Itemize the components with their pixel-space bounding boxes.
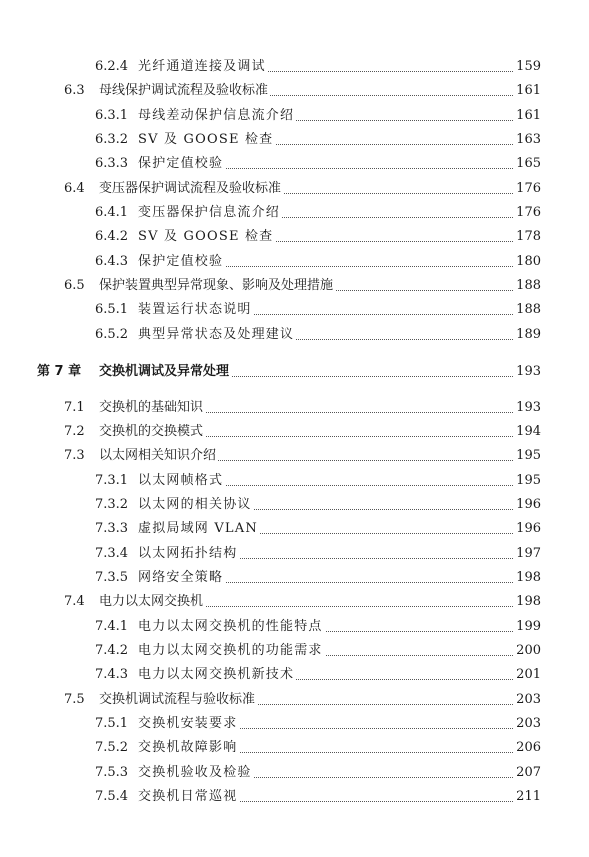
section-number: 7.5.3 (95, 765, 129, 780)
page-number: 180 (513, 251, 541, 273)
toc-entry (0, 80, 589, 102)
toc-entry (0, 421, 589, 443)
section-number: 6.4.2 (95, 229, 129, 244)
page-number: 206 (513, 737, 541, 759)
page-number: 200 (513, 640, 541, 662)
section-number: 6.5.1 (95, 302, 129, 317)
section-title: 光纤通道连接及调试 (138, 56, 268, 78)
toc-entry (0, 591, 589, 613)
toc-entry (0, 202, 589, 224)
page-number: 163 (513, 129, 541, 151)
page-number: 199 (513, 616, 541, 638)
toc-entry (0, 494, 589, 516)
section-number: 7.4 (64, 594, 85, 609)
toc-entry (0, 762, 589, 784)
section-title: 交换机调试流程与验收标准 (99, 689, 257, 711)
toc-entry (0, 567, 589, 589)
section-number: 7.4.2 (95, 643, 129, 658)
section-title: SV 及 GOOSE 检查 (138, 129, 275, 151)
toc-entry (0, 153, 589, 175)
page-number: 203 (513, 689, 541, 711)
section-number: 6.3.1 (95, 108, 129, 123)
page-number: 203 (513, 713, 541, 735)
section-number: 7.5.4 (95, 789, 129, 804)
page-number: 195 (513, 445, 541, 467)
section-number: 7.2 (64, 424, 85, 439)
toc-entry (0, 518, 589, 540)
section-number: 6.5 (64, 278, 85, 293)
section-title: 母线保护调试流程及验收标准 (99, 80, 270, 102)
toc-entry (0, 299, 589, 321)
toc-entry (0, 786, 589, 808)
section-number: 6.3 (64, 83, 85, 98)
section-number: 6.2.4 (95, 59, 129, 74)
section-title: 虚拟局域网 VLAN (138, 518, 260, 540)
section-number: 6.4.1 (95, 205, 129, 220)
page-number: 196 (513, 494, 541, 516)
section-title: 交换机的交换模式 (99, 421, 205, 443)
section-title: 电力以太网交换机的性能特点 (138, 616, 325, 638)
toc-entry (0, 129, 589, 151)
page-number: 193 (513, 361, 541, 383)
section-title: 以太网的相关协议 (138, 494, 254, 516)
section-title: 以太网相关知识介绍 (99, 445, 218, 467)
toc-entry (0, 397, 589, 419)
toc-entry (0, 56, 589, 78)
page-number: 161 (513, 80, 541, 102)
section-title: 装置运行状态说明 (138, 299, 254, 321)
section-title: 变压器保护调试流程及验收标准 (99, 178, 283, 200)
section-number: 7.3.5 (95, 570, 129, 585)
toc-entry (0, 543, 589, 565)
section-number: 7.3 (64, 448, 85, 463)
section-number: 7.3.4 (95, 546, 129, 561)
toc-entry (0, 251, 589, 273)
section-number: 6.3.3 (95, 156, 129, 171)
section-title: 典型异常状态及处理建议 (138, 324, 296, 346)
toc-entry (0, 640, 589, 662)
section-title: SV 及 GOOSE 检查 (138, 226, 275, 248)
toc-entry (0, 616, 589, 638)
toc-entry (0, 445, 589, 467)
section-number: 6.4 (64, 181, 85, 196)
section-title: 网络安全策略 (138, 567, 225, 589)
section-number: 7.4.3 (95, 667, 129, 682)
section-number: 7.1 (64, 400, 85, 415)
page-number: 196 (513, 518, 541, 540)
toc-entry (0, 737, 589, 759)
toc-entry (0, 470, 589, 492)
section-title: 母线差动保护信息流介绍 (138, 105, 296, 127)
section-title: 以太网帧格式 (138, 470, 225, 492)
toc-entry (0, 105, 589, 127)
section-number: 7.3.3 (95, 521, 129, 536)
page-number: 189 (513, 324, 541, 346)
page-number: 201 (513, 664, 541, 686)
section-title: 交换机的基础知识 (99, 397, 205, 419)
page-number: 194 (513, 421, 541, 443)
page-number: 195 (513, 470, 541, 492)
section-title: 电力以太网交换机 (99, 591, 205, 613)
section-title: 保护定值校验 (138, 153, 225, 175)
toc-entry (0, 178, 589, 200)
page-number: 207 (513, 762, 541, 784)
toc-entry (0, 275, 589, 297)
section-number: 7.5 (64, 692, 85, 707)
page-number: 161 (513, 105, 541, 127)
toc-entry (0, 713, 589, 735)
page-number: 159 (513, 56, 541, 78)
toc-entry (0, 324, 589, 346)
chapter-title: 交换机调试及异常处理 (99, 361, 231, 383)
page-number: 188 (513, 299, 541, 321)
section-number: 7.3.1 (95, 473, 129, 488)
section-number: 7.3.2 (95, 497, 129, 512)
section-number: 7.5.1 (95, 716, 129, 731)
page-number: 176 (513, 202, 541, 224)
section-title: 交换机验收及检验 (138, 762, 254, 784)
page-number: 165 (513, 153, 541, 175)
page-number: 193 (513, 397, 541, 419)
page-number: 188 (513, 275, 541, 297)
page-number: 178 (513, 226, 541, 248)
section-title: 保护装置典型异常现象、影响及处理措施 (99, 275, 335, 297)
toc-entry (0, 689, 589, 711)
page-number: 197 (513, 543, 541, 565)
section-title: 交换机日常巡视 (138, 786, 239, 808)
toc-entry (0, 664, 589, 686)
section-title: 保护定值校验 (138, 251, 225, 273)
section-title: 变压器保护信息流介绍 (138, 202, 282, 224)
section-number: 7.5.2 (95, 740, 129, 755)
section-number: 7.4.1 (95, 619, 129, 634)
toc-entry (0, 226, 589, 248)
section-title: 交换机安装要求 (138, 713, 239, 735)
page-number: 176 (513, 178, 541, 200)
section-title: 交换机故障影响 (138, 737, 239, 759)
section-title: 电力以太网交换机的功能需求 (138, 640, 325, 662)
toc-chapter-entry (0, 361, 589, 383)
section-number: 6.5.2 (95, 327, 129, 342)
section-number: 6.4.3 (95, 254, 129, 269)
section-title: 以太网拓扑结构 (138, 543, 239, 565)
section-number: 6.3.2 (95, 132, 129, 147)
page-number: 198 (513, 591, 541, 613)
page-number: 211 (513, 786, 541, 808)
chapter-number: 第 7 章 (37, 364, 82, 379)
page-number: 198 (513, 567, 541, 589)
section-title: 电力以太网交换机新技术 (138, 664, 296, 686)
